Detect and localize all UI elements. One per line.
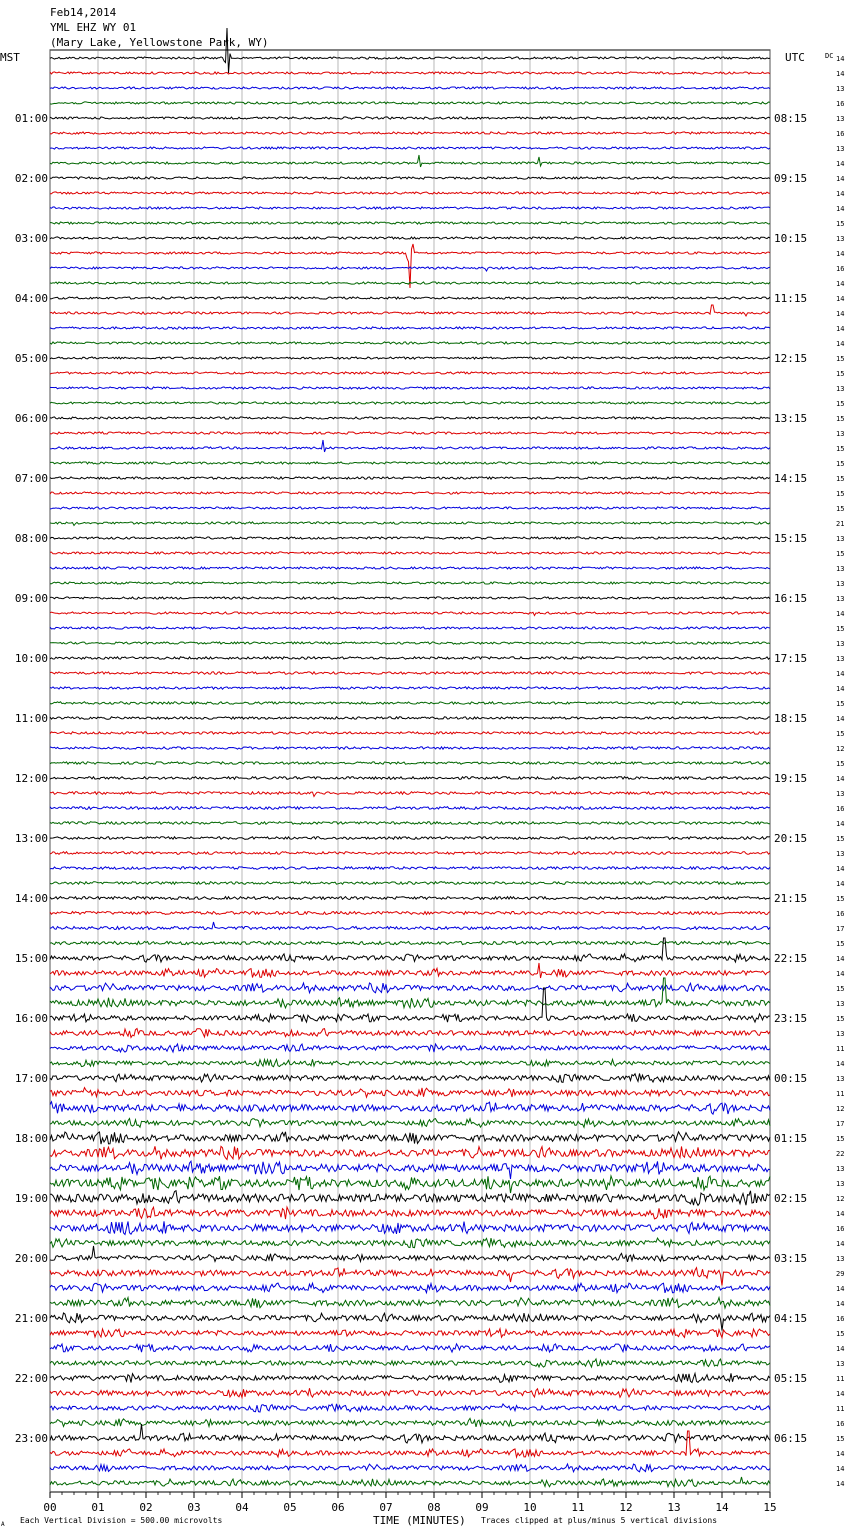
dc-offset-value: 13 (836, 145, 845, 153)
dc-offset-value: 13 (836, 655, 845, 663)
x-tick-label: 05 (283, 1501, 297, 1514)
seismic-trace (50, 627, 770, 629)
seismic-trace (50, 492, 770, 494)
seismic-trace (50, 1329, 770, 1338)
dc-offset-value: 15 (836, 1435, 845, 1443)
hour-label-right: 10:15 (774, 232, 808, 245)
dc-offset-value: 13 (836, 385, 845, 393)
seismic-trace (50, 402, 770, 404)
x-tick-label: 12 (619, 1501, 633, 1514)
dc-offset-value: 15 (836, 700, 845, 708)
x-tick-label: 14 (715, 1501, 729, 1514)
hour-label-left: 13:00 (14, 832, 48, 845)
dc-offset-value: 13 (836, 790, 845, 798)
x-tick-label: 09 (475, 1501, 489, 1514)
header-location: (Mary Lake, Yellowstone Park, WY) (50, 36, 269, 49)
hour-label-left: 02:00 (14, 172, 48, 185)
dc-offset-value: 15 (836, 625, 845, 633)
x-tick-label: 11 (571, 1501, 585, 1514)
seismic-trace (50, 687, 770, 689)
hour-label-right: 06:15 (774, 1432, 808, 1445)
dc-offset-value: 15 (836, 370, 845, 378)
dc-offset-value: 13 (836, 1255, 845, 1263)
dc-offset-value: 14 (836, 955, 845, 963)
dc-offset-value: 14 (836, 175, 845, 183)
dc-offset-value: 14 (836, 610, 845, 618)
seismic-trace (50, 1464, 770, 1472)
dc-offset-value: 14 (836, 1240, 845, 1248)
hour-label-right: 02:15 (774, 1192, 808, 1205)
seismic-trace (50, 267, 770, 271)
seismic-trace (50, 978, 770, 1008)
dc-offset-value: 14 (836, 865, 845, 873)
seismic-trace (50, 207, 770, 209)
dc-offset-value: 12 (836, 1105, 845, 1113)
dc-offset-value: 13 (836, 1165, 845, 1173)
dc-offset-value: 13 (836, 1030, 845, 1038)
seismic-trace (50, 387, 770, 389)
dc-offset-value: 17 (836, 1120, 845, 1128)
x-tick-label: 02 (139, 1501, 153, 1514)
seismic-trace (50, 1268, 770, 1286)
seismic-trace (50, 1283, 770, 1293)
hour-label-right: 18:15 (774, 712, 808, 725)
dc-offset-value: 16 (836, 100, 845, 108)
hour-label-left: 08:00 (14, 532, 48, 545)
dc-offset-value: 14 (836, 1300, 845, 1308)
seismic-trace (50, 237, 770, 239)
hour-label-left: 19:00 (14, 1192, 48, 1205)
seismic-trace (50, 537, 770, 539)
seismic-trace (50, 1119, 770, 1128)
seismic-trace (50, 747, 770, 749)
dc-offset-value: 13 (836, 1360, 845, 1368)
seismic-trace (50, 1088, 770, 1098)
dc-offset-value: 15 (836, 1330, 845, 1338)
hour-label-left: 06:00 (14, 412, 48, 425)
dc-offset-value: 14 (836, 1285, 845, 1293)
dc-offset-header: DC (825, 52, 834, 60)
header-date: Feb14,2014 (50, 6, 117, 19)
seismic-trace (50, 417, 770, 419)
seismic-trace (50, 1404, 770, 1412)
dc-offset-value: 13 (836, 1180, 845, 1188)
dc-offset-value: 14 (836, 775, 845, 783)
hour-label-left: 01:00 (14, 112, 48, 125)
dc-offset-value: 14 (836, 310, 845, 318)
hour-label-right: 20:15 (774, 832, 808, 845)
dc-offset-value: 15 (836, 415, 845, 423)
x-tick-label: 07 (379, 1501, 393, 1514)
seismic-trace (50, 147, 770, 149)
hour-label-left: 18:00 (14, 1132, 48, 1145)
seismic-trace (50, 177, 770, 179)
hour-label-right: 19:15 (774, 772, 808, 785)
hour-label-left: 03:00 (14, 232, 48, 245)
hour-label-right: 05:15 (774, 1372, 808, 1385)
x-tick-label: 10 (523, 1501, 537, 1514)
seismic-trace (50, 882, 770, 885)
seismic-trace (50, 552, 770, 554)
seismic-trace (50, 852, 770, 855)
seismic-trace (50, 1359, 770, 1367)
seismic-trace (50, 963, 770, 978)
dc-offset-value: 15 (836, 445, 845, 453)
dc-offset-value: 15 (836, 985, 845, 993)
dc-offset-value: 15 (836, 505, 845, 513)
hour-label-right: 21:15 (774, 892, 808, 905)
hour-label-left: 10:00 (14, 652, 48, 665)
x-tick-label: 00 (43, 1501, 57, 1514)
dc-offset-value: 13 (836, 85, 845, 93)
hour-label-left: 22:00 (14, 1372, 48, 1385)
dc-offset-value: 14 (836, 970, 845, 978)
hour-label-right: 09:15 (774, 172, 808, 185)
dc-offset-value: 14 (836, 1060, 845, 1068)
dc-offset-value: 16 (836, 130, 845, 138)
dc-offset-value: 13 (836, 535, 845, 543)
seismic-trace (50, 244, 770, 288)
seismic-trace (50, 762, 770, 764)
seismic-trace (50, 717, 770, 719)
dc-offset-value: 13 (836, 1000, 845, 1008)
hour-label-left: 14:00 (14, 892, 48, 905)
dc-offset-value: 16 (836, 805, 845, 813)
seismic-trace (50, 1176, 770, 1193)
dc-offset-value: 13 (836, 430, 845, 438)
seismic-trace (50, 222, 770, 224)
dc-offset-value: 15 (836, 1015, 845, 1023)
hour-label-left: 12:00 (14, 772, 48, 785)
hour-label-left: 11:00 (14, 712, 48, 725)
dc-offset-value: 15 (836, 730, 845, 738)
seismic-trace (50, 1161, 770, 1179)
hour-label-left: 23:00 (14, 1432, 48, 1445)
x-tick-label: 13 (667, 1501, 681, 1514)
seismic-trace (50, 777, 770, 780)
seismic-trace (50, 1373, 770, 1382)
hour-label-right: 08:15 (774, 112, 808, 125)
dc-offset-value: 14 (836, 250, 845, 258)
dc-offset-value: 14 (836, 685, 845, 693)
seismic-trace (50, 132, 770, 134)
seismic-trace (50, 440, 770, 452)
seismic-trace (50, 117, 770, 119)
seismic-trace (50, 1388, 770, 1397)
seismic-trace (50, 1238, 770, 1248)
dc-offset-value: 14 (836, 340, 845, 348)
dc-offset-value: 13 (836, 640, 845, 648)
x-tick-label: 06 (331, 1501, 345, 1514)
seismic-trace (50, 297, 770, 299)
dc-offset-value: 12 (836, 745, 845, 753)
dc-offset-value: 14 (836, 205, 845, 213)
dc-offset-value: 14 (836, 1210, 845, 1218)
seismic-trace (50, 1029, 770, 1038)
dc-offset-value: 13 (836, 595, 845, 603)
seismic-trace (50, 462, 770, 464)
hour-label-right: 13:15 (774, 412, 808, 425)
seismic-trace (50, 1418, 770, 1427)
seismic-trace (50, 432, 770, 434)
x-axis-label: TIME (MINUTES) (373, 1514, 466, 1527)
seismic-trace (50, 507, 770, 509)
seismic-trace (50, 1044, 770, 1052)
plot-frame (50, 50, 770, 1492)
seismic-trace (50, 642, 770, 644)
dc-offset-value: 14 (836, 190, 845, 198)
dc-offset-value: 11 (836, 1405, 845, 1413)
seismic-trace (50, 72, 770, 74)
seismic-trace (50, 792, 770, 797)
seismic-trace (50, 867, 770, 870)
hour-label-right: 12:15 (774, 352, 808, 365)
dc-offset-value: 14 (836, 820, 845, 828)
seismic-trace (50, 897, 770, 900)
dc-offset-value: 14 (836, 70, 845, 78)
seismic-trace (50, 1102, 770, 1114)
dc-offset-value: 29 (836, 1270, 845, 1278)
dc-offset-value: 15 (836, 1135, 845, 1143)
dc-offset-value: 14 (836, 280, 845, 288)
dc-offset-value: 13 (836, 850, 845, 858)
dc-offset-value: 13 (836, 235, 845, 243)
hour-label-left: 21:00 (14, 1312, 48, 1325)
dc-offset-value: 14 (836, 1345, 845, 1353)
hour-label-right: 15:15 (774, 532, 808, 545)
hour-label-right: 01:15 (774, 1132, 808, 1145)
hour-label-left: 05:00 (14, 352, 48, 365)
hour-label-right: 14:15 (774, 472, 808, 485)
seismic-trace (50, 1132, 770, 1144)
hour-label-right: 16:15 (774, 592, 808, 605)
x-tick-label: 08 (427, 1501, 441, 1514)
dc-offset-value: 14 (836, 670, 845, 678)
seismic-trace (50, 922, 770, 930)
header-station: YML EHZ WY 01 (50, 21, 137, 34)
x-tick-label: 04 (235, 1501, 249, 1514)
seismic-trace (50, 1074, 770, 1083)
left-timezone-label: MST (0, 51, 20, 64)
dc-offset-value: 14 (836, 1390, 845, 1398)
dc-offset-value: 11 (836, 1090, 845, 1098)
dc-offset-value: 14 (836, 160, 845, 168)
dc-offset-value: 15 (836, 550, 845, 558)
seismic-trace (50, 912, 770, 915)
dc-offset-value: 15 (836, 940, 845, 948)
dc-offset-value: 13 (836, 1075, 845, 1083)
seismic-trace (50, 1344, 770, 1352)
seismic-trace (50, 1146, 770, 1159)
seismic-trace (50, 1221, 770, 1234)
dc-offset-value: 16 (836, 1225, 845, 1233)
seismic-trace (50, 327, 770, 329)
dc-offset-value: 14 (836, 55, 845, 63)
dc-offset-value: 14 (836, 325, 845, 333)
dc-offset-value: 16 (836, 1315, 845, 1323)
dc-offset-value: 15 (836, 835, 845, 843)
vertical-division-note: Each Vertical Division = 500.00 microvolts (20, 1516, 223, 1525)
seismic-trace (50, 1477, 770, 1487)
seismic-trace (50, 732, 770, 734)
dc-offset-value: 13 (836, 580, 845, 588)
seismic-trace (50, 1191, 770, 1206)
right-timezone-label: UTC (785, 51, 805, 64)
seismic-trace (50, 612, 770, 616)
dc-offset-value: 13 (836, 115, 845, 123)
dc-offset-value: 15 (836, 760, 845, 768)
dc-offset-value: 15 (836, 355, 845, 363)
seismic-trace (50, 657, 770, 659)
seismic-trace (50, 582, 770, 584)
dc-offset-value: 14 (836, 1465, 845, 1473)
dc-offset-value: 15 (836, 220, 845, 228)
hour-label-right: 04:15 (774, 1312, 808, 1325)
axis-labels (15, 55, 845, 1514)
seismic-trace (50, 807, 770, 810)
hour-label-right: 17:15 (774, 652, 808, 665)
seismic-trace (50, 941, 770, 944)
hour-label-right: 23:15 (774, 1012, 808, 1025)
seismic-trace (50, 477, 770, 479)
seismic-trace (50, 522, 770, 526)
hour-label-left: 04:00 (14, 292, 48, 305)
dc-offset-value: 15 (836, 895, 845, 903)
seismic-trace (50, 102, 770, 104)
seismic-trace (50, 1298, 770, 1309)
seismic-trace (50, 87, 770, 89)
seismic-trace (50, 837, 770, 840)
seismic-trace (50, 702, 770, 704)
dc-offset-value: 14 (836, 715, 845, 723)
dc-offset-value: 14 (836, 880, 845, 888)
dc-offset-value: 17 (836, 925, 845, 933)
dc-offset-value: 15 (836, 460, 845, 468)
dc-offset-value: 15 (836, 400, 845, 408)
dc-offset-value: 16 (836, 1420, 845, 1428)
hour-label-left: 17:00 (14, 1072, 48, 1085)
hour-label-left: 09:00 (14, 592, 48, 605)
x-tick-label: 01 (91, 1501, 105, 1514)
seismic-trace (50, 1431, 770, 1457)
dc-offset-value: 11 (836, 1045, 845, 1053)
seismic-trace (50, 597, 770, 599)
seismic-trace (50, 305, 770, 316)
seismic-trace (50, 1424, 770, 1443)
seismic-trace (50, 1313, 770, 1331)
dc-offset-value: 15 (836, 490, 845, 498)
dc-offset-value: 14 (836, 295, 845, 303)
seismic-trace (50, 672, 770, 674)
seismic-trace (50, 372, 770, 374)
seismic-trace (50, 155, 770, 167)
dc-offset-value: 21 (836, 520, 845, 528)
dc-offset-value: 16 (836, 910, 845, 918)
seismic-trace (50, 357, 770, 359)
seismic-trace (50, 1059, 770, 1066)
x-tick-label: 03 (187, 1501, 201, 1514)
hour-label-right: 11:15 (774, 292, 808, 305)
seismic-trace (50, 1207, 770, 1219)
hour-label-right: 03:15 (774, 1252, 808, 1265)
seismic-trace (50, 342, 770, 344)
corner-mark: A (1, 1521, 5, 1528)
seismic-trace (50, 822, 770, 825)
x-tick-label: 15 (763, 1501, 777, 1514)
hour-label-left: 15:00 (14, 952, 48, 965)
hour-label-left: 20:00 (14, 1252, 48, 1265)
dc-offset-value: 13 (836, 565, 845, 573)
seismic-trace (50, 983, 770, 993)
dc-offset-value: 14 (836, 1450, 845, 1458)
dc-offset-value: 22 (836, 1150, 845, 1158)
seismic-trace (50, 567, 770, 569)
dc-offset-value: 15 (836, 475, 845, 483)
dc-offset-value: 14 (836, 1480, 845, 1488)
hour-label-left: 16:00 (14, 1012, 48, 1025)
dc-offset-value: 12 (836, 1195, 845, 1203)
hour-label-left: 07:00 (14, 472, 48, 485)
dc-offset-value: 16 (836, 265, 845, 273)
hour-label-right: 00:15 (774, 1072, 808, 1085)
seismic-trace (50, 1246, 770, 1262)
seismic-traces (50, 28, 770, 1487)
seismic-trace (50, 192, 770, 194)
clip-note: Traces clipped at plus/minus 5 vertical divisions (481, 1516, 718, 1525)
dc-offset-value: 11 (836, 1375, 845, 1383)
hour-label-right: 22:15 (774, 952, 808, 965)
